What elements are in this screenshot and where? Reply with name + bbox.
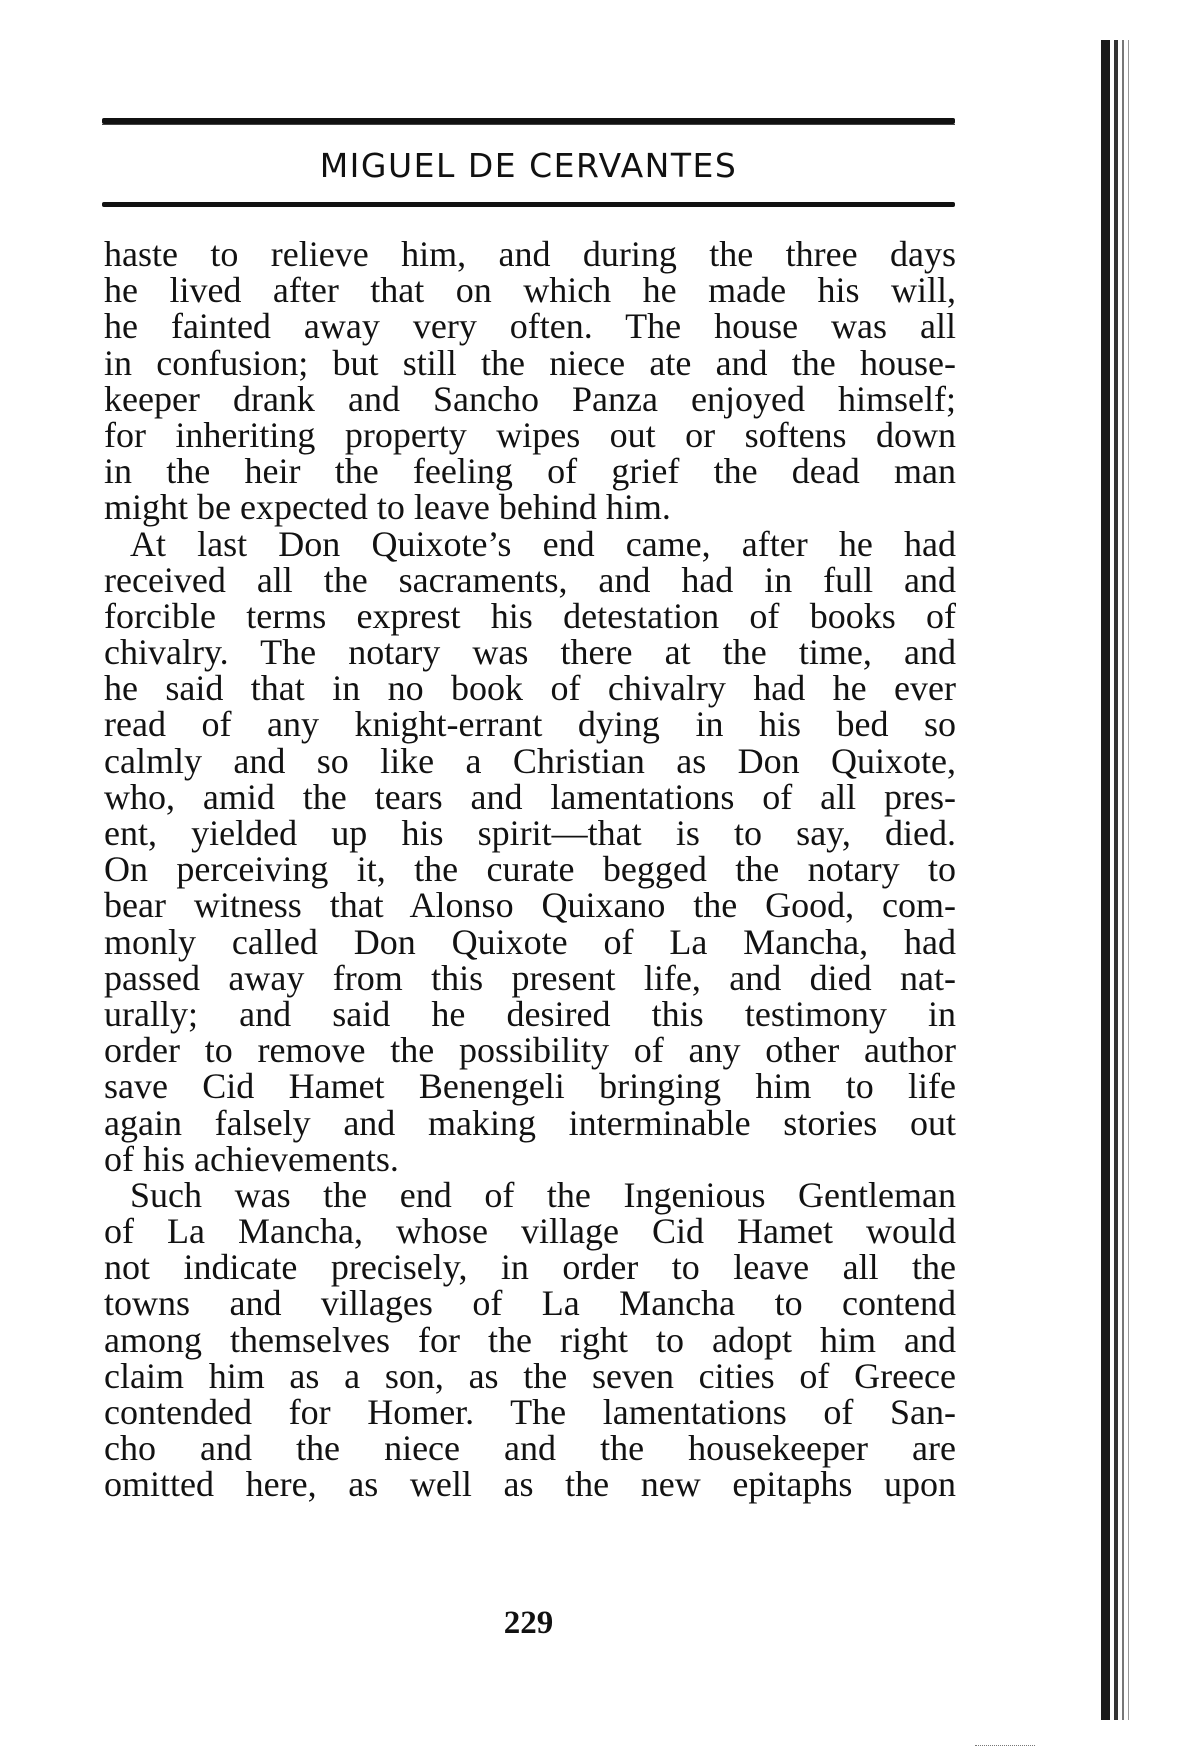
text-line: On perceiving it, the curate begged the notary to <box>104 849 956 890</box>
text-line: ent, yielded up his spirit—that is to say, died. <box>104 813 956 853</box>
text-line: monly called Don Quixote of La Mancha, had <box>104 921 956 962</box>
text-line: chivalry. The notary was there at the time, and <box>104 632 956 673</box>
text-line: cho and the niece and the housekeeper are <box>104 1428 956 1469</box>
text-line: might be expected to leave behind him. <box>104 487 671 528</box>
binding-edge-hairline <box>1128 40 1129 1720</box>
running-head: MIGUEL DE CERVANTES <box>319 146 738 185</box>
header-rule-top-hairline <box>102 124 955 125</box>
binding-edge-shadow <box>1122 40 1124 1720</box>
text-line: urally; and said he desired this testimony in <box>104 993 956 1034</box>
text-line: passed away from this present life, and died nat- <box>104 957 956 998</box>
text-line: forcible terms exprest his detestation of books of <box>104 595 956 636</box>
text-line: he fainted away very often. The house was all <box>104 306 956 347</box>
page-number: 229 <box>503 1605 554 1641</box>
text-line: haste to relieve him, and during the three days <box>104 234 956 274</box>
text-line: order to remove the possibility of any other author <box>104 1030 956 1071</box>
text-line: not indicate precisely, in order to leave all the <box>104 1247 956 1288</box>
text-line: omitted here, as well as the new epitaphs upon <box>104 1464 956 1505</box>
text-line: claim him as a son, as the seven cities of Greece <box>104 1355 956 1396</box>
text-line: again falsely and making interminable stories out <box>104 1102 956 1143</box>
text-line: who, amid the tears and lamentations of all pres- <box>104 776 956 817</box>
binding-edge <box>1101 40 1110 1720</box>
text-line: he said that in no book of chivalry had he ever <box>104 668 956 709</box>
text-line: At last Don Quixote’s end came, after he had <box>130 523 956 564</box>
text-line: save Cid Hamet Benengeli bringing him to life <box>104 1066 956 1107</box>
text-line: keeper drank and Sancho Panza enjoyed himself; <box>104 378 956 419</box>
text-line: in confusion; but still the niece ate and the house- <box>104 342 956 383</box>
text-line: calmly and so like a Christian as Don Quixote, <box>104 740 956 781</box>
text-line: for inheriting property wipes out or softens down <box>104 414 956 455</box>
scan-speck <box>975 1745 1035 1747</box>
text-line: bear witness that Alonso Quixano the Good, com- <box>104 885 956 926</box>
text-line: read of any knight-errant dying in his bed so <box>104 704 956 745</box>
text-line: he lived after that on which he made his will, <box>104 270 956 311</box>
text-line: of his achievements. <box>104 1138 399 1179</box>
text-line: towns and villages of La Mancha to contend <box>104 1283 956 1324</box>
text-line: of La Mancha, whose village Cid Hamet would <box>104 1211 956 1252</box>
header-rule-bottom <box>102 202 955 207</box>
text-line: received all the sacraments, and had in full and <box>104 559 956 600</box>
body-text <box>104 236 956 1503</box>
text-line: among themselves for the right to adopt him and <box>104 1319 956 1360</box>
text-line: in the heir the feeling of grief the dead man <box>104 451 956 492</box>
binding-edge-inner <box>1114 40 1118 1720</box>
text-line: contended for Homer. The lamentations of San- <box>104 1392 956 1432</box>
text-line: Such was the end of the Ingenious Gentleman <box>130 1174 956 1215</box>
